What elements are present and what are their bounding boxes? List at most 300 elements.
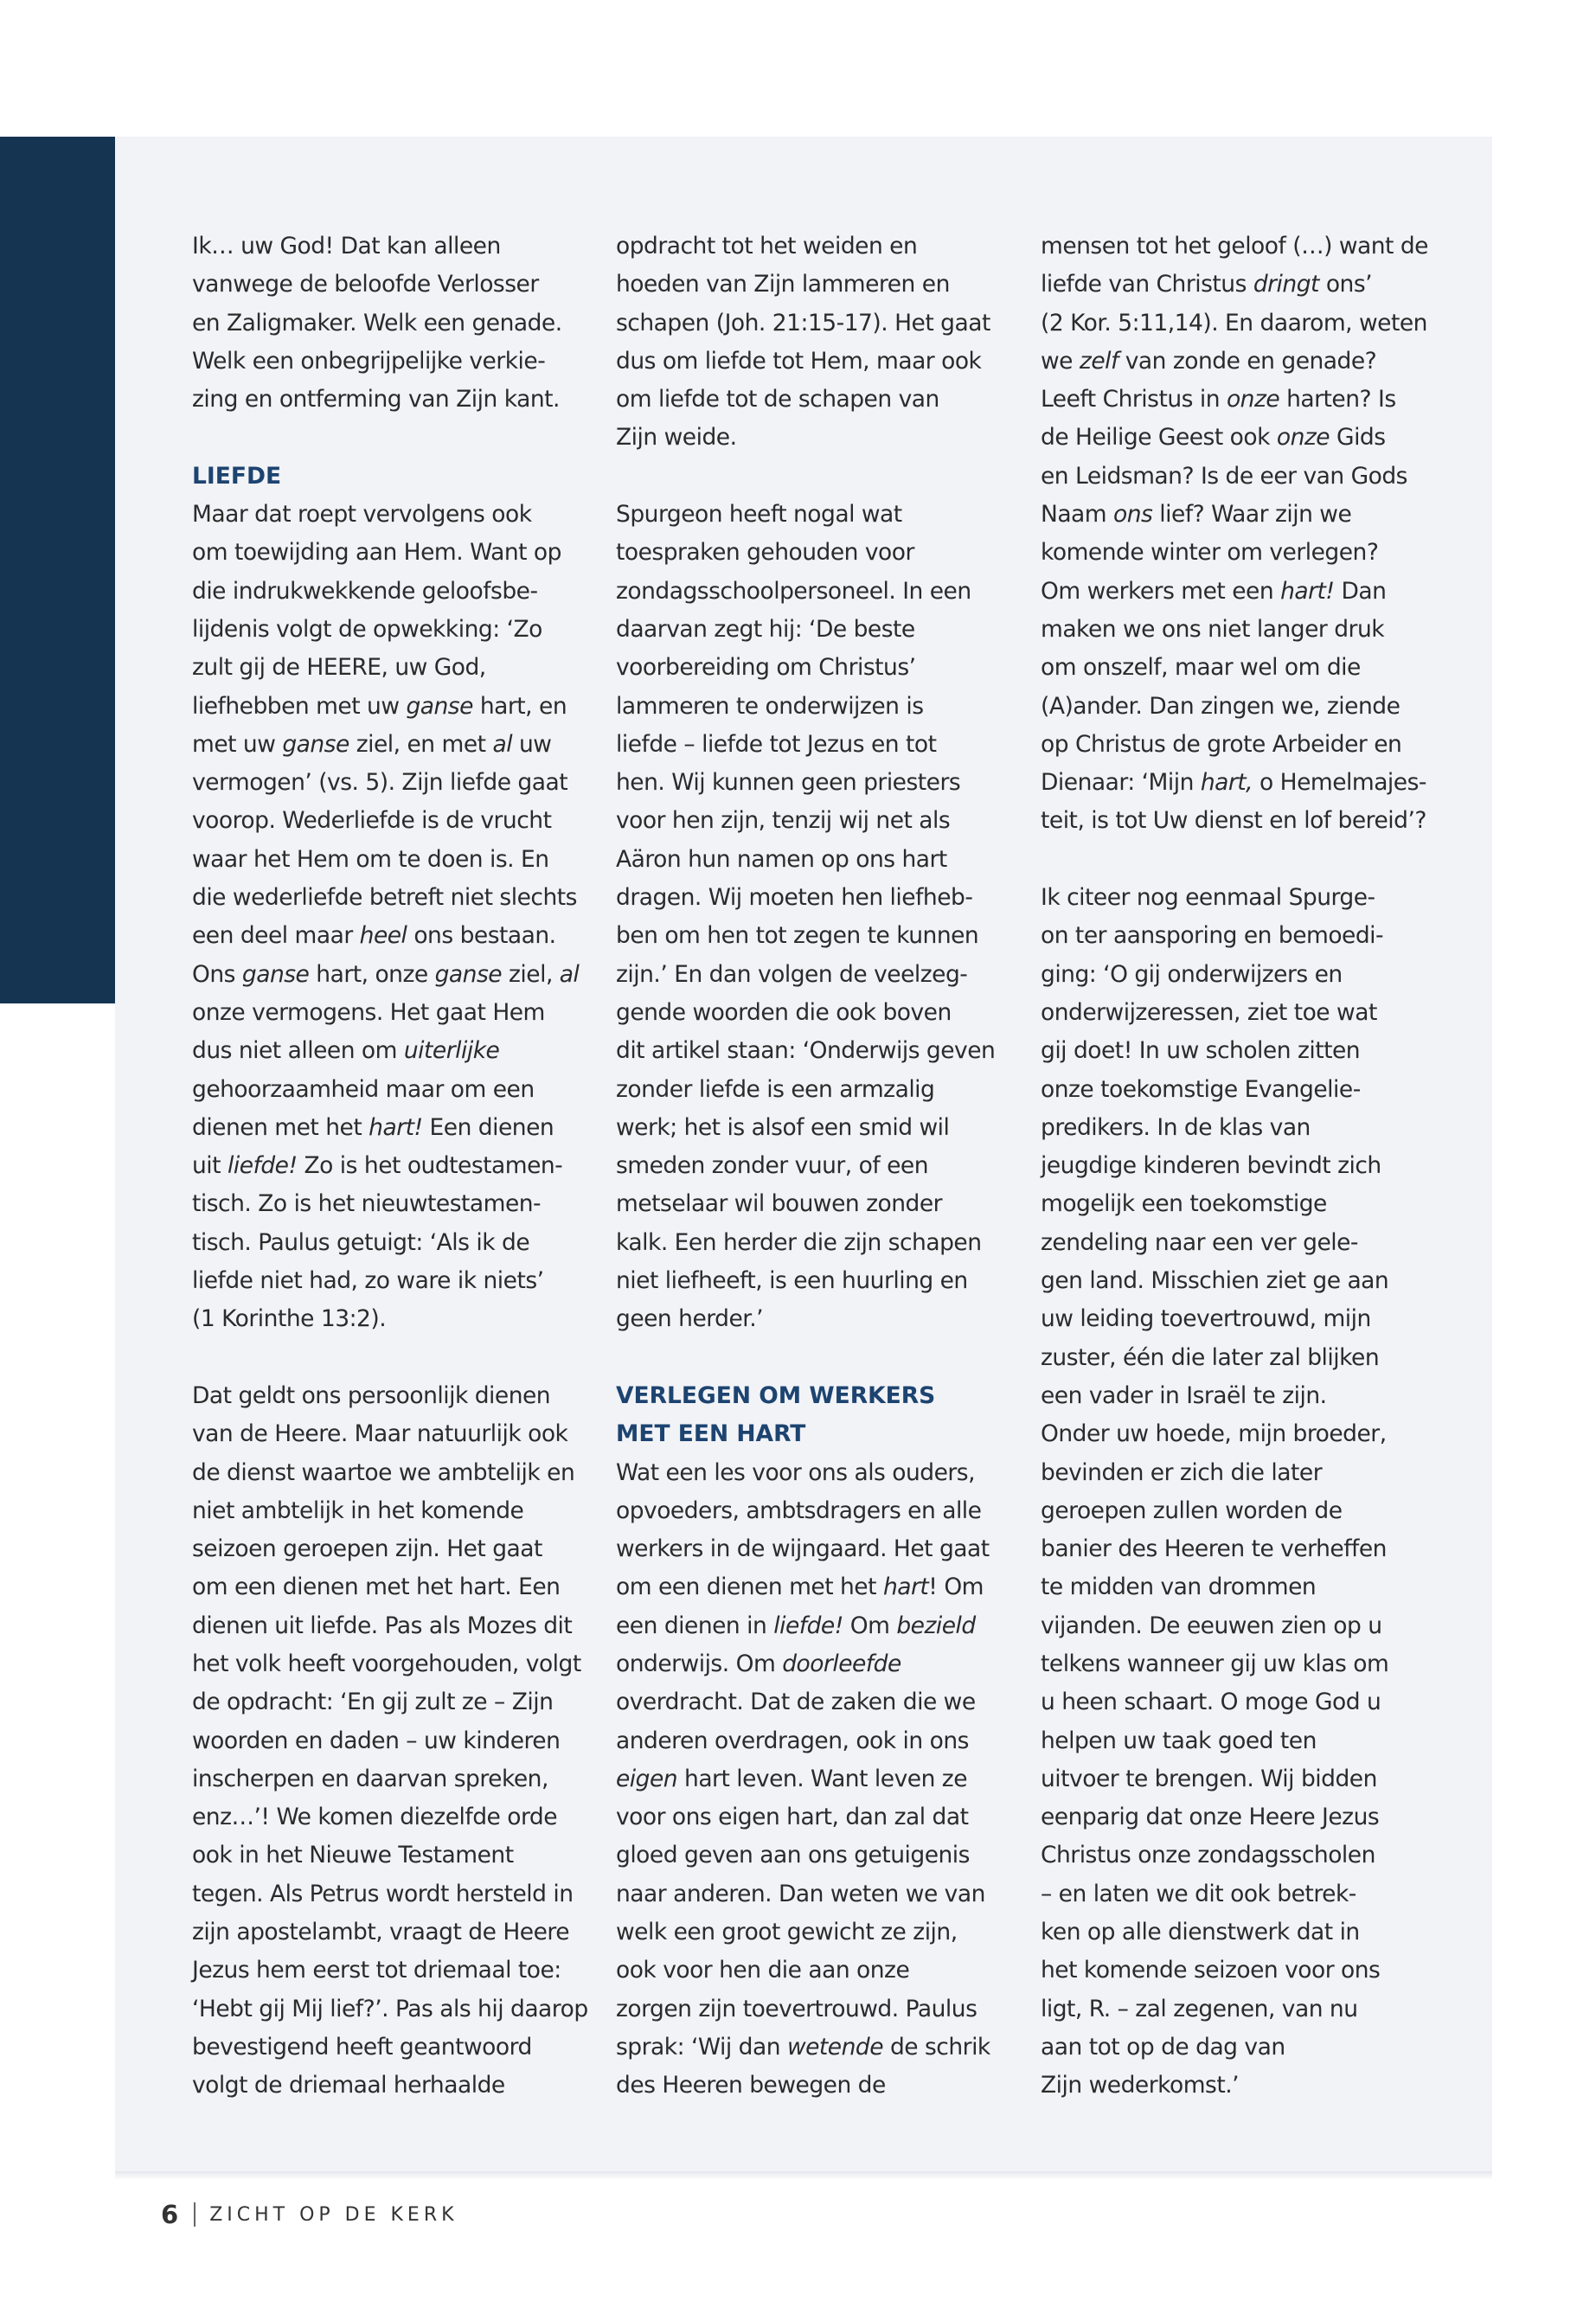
text-segment: telkens wanneer gij uw klas om xyxy=(1041,1650,1389,1677)
article-column-2 xyxy=(616,228,1001,2106)
text-segment: welk een groot gewicht ze zijn, xyxy=(616,1919,958,1946)
text-line xyxy=(616,573,1001,611)
text-line xyxy=(616,688,1001,726)
text-segment: on ter aansporing en bemoedi- xyxy=(1041,922,1384,950)
article-column-1 xyxy=(192,228,588,2106)
text-line xyxy=(192,1990,588,2029)
text-line xyxy=(616,381,1001,419)
text-line xyxy=(1041,917,1426,955)
text-segment: Dan xyxy=(1334,577,1387,605)
text-segment: uit xyxy=(192,1152,228,1180)
text-segment: (1 Korinthe 13:2). xyxy=(192,1305,387,1333)
text-line xyxy=(616,1836,1001,1875)
text-line xyxy=(1041,343,1426,381)
text-segment: ‘Hebt gij Mij lief?’. Pas als hij daarop xyxy=(192,1995,588,2022)
text-segment: om onszelf, maar wel om die xyxy=(1041,654,1361,682)
text-segment: werkers in de wijngaard. Het gaat xyxy=(616,1535,990,1563)
text-segment: dus om liefde tot Hem, maar ook xyxy=(616,347,982,375)
emphasis-text: ganse xyxy=(282,730,349,758)
text-line xyxy=(192,2029,577,2067)
text-line xyxy=(1041,2029,1426,2067)
text-segment: onderwijs. Om xyxy=(616,1650,783,1677)
emphasis-text: ganse xyxy=(434,960,503,988)
text-segment: dus niet alleen om xyxy=(192,1037,404,1065)
text-segment: en Leidsman? Is de eer van Gods xyxy=(1041,462,1407,490)
text-segment: Dienaar: ‘Mijn xyxy=(1041,769,1201,797)
text-line xyxy=(192,994,577,1032)
text-segment: Een dienen xyxy=(422,1113,554,1141)
text-line xyxy=(1041,994,1426,1032)
text-segment: naar anderen. Dan weten we van xyxy=(616,1880,985,1907)
text-segment: voorop. Wederliefde is de vrucht xyxy=(192,807,552,835)
text-line xyxy=(616,343,1001,381)
text-line xyxy=(616,1952,1001,1990)
text-line xyxy=(1041,534,1426,572)
text-line xyxy=(616,2029,1001,2067)
emphasis-text: hart xyxy=(882,1574,929,1601)
text-line xyxy=(1041,802,1426,840)
text-segment: Zijn wederkomst.’ xyxy=(1041,2072,1240,2099)
text-segment: Maar dat roept vervolgens ook xyxy=(192,501,532,529)
text-segment: vanwege de beloofde Verlosser xyxy=(192,271,539,298)
text-line xyxy=(616,1760,1001,1798)
emphasis-text: liefde! xyxy=(773,1612,843,1639)
text-line xyxy=(1041,1760,1426,1798)
text-line xyxy=(192,1952,577,1990)
text-segment: de opdracht: ‘En gij zult ze – Zijn xyxy=(192,1689,554,1716)
accent-sidebar-bar xyxy=(0,137,115,1003)
text-segment: toespraken gehouden voor xyxy=(616,539,914,567)
text-segment: om toewijding aan Hem. Want op xyxy=(192,539,561,567)
text-segment: jeugdige kinderen bevindt zich xyxy=(1041,1152,1381,1180)
text-line xyxy=(616,228,1001,266)
text-line xyxy=(1041,1913,1426,1952)
paragraph-gap xyxy=(192,1339,577,1377)
text-line xyxy=(1041,1185,1426,1223)
text-segment: Ik citeer nog eenmaal Spurge- xyxy=(1041,884,1375,912)
text-line xyxy=(1041,573,1426,611)
text-segment: onderwijzeressen, ziet toe wat xyxy=(1041,998,1377,1026)
emphasis-text: bezield xyxy=(896,1612,976,1639)
text-line xyxy=(192,1071,577,1109)
text-segment: Om xyxy=(843,1612,897,1639)
text-segment: om een dienen met het xyxy=(616,1574,883,1601)
text-segment: inscherpen en daarvan spreken, xyxy=(192,1765,548,1792)
text-segment: helpen uw taak goed ten xyxy=(1041,1727,1317,1754)
text-line xyxy=(1041,649,1426,687)
text-segment: anderen overdragen, ook in ons xyxy=(616,1727,969,1754)
text-line xyxy=(1041,1607,1426,1645)
text-segment: Christus onze zondagsscholen xyxy=(1041,1842,1375,1869)
text-segment: werk; het is alsof een smid wil xyxy=(616,1113,950,1141)
emphasis-text: wetende xyxy=(786,2033,884,2061)
text-segment: mogelijk een toekomstige xyxy=(1041,1190,1327,1218)
text-line xyxy=(1041,1798,1426,1836)
text-segment: hart leven. Want leven ze xyxy=(677,1765,967,1792)
text-line xyxy=(1041,1300,1426,1338)
text-segment: tisch. Zo is het nieuwtestamen- xyxy=(192,1190,542,1218)
text-segment: banier des Heeren te verheffen xyxy=(1041,1535,1387,1563)
text-segment: ons bestaan. xyxy=(407,922,556,950)
text-segment: kalk. Een herder die zijn schapen xyxy=(616,1228,982,1256)
text-segment: liefde van Christus xyxy=(1041,271,1253,298)
text-segment: Gids xyxy=(1330,424,1386,452)
text-segment: gende woorden die ook boven xyxy=(616,998,952,1026)
text-segment: ben om hen tot zegen te kunnen xyxy=(616,922,979,950)
text-segment: uw xyxy=(512,730,552,758)
text-line xyxy=(616,534,1001,572)
text-line xyxy=(192,956,580,994)
panel-shadow xyxy=(115,2171,1492,2180)
text-segment: voor ons eigen hart, dan zal dat xyxy=(616,1804,969,1831)
page-number: 6 xyxy=(161,2200,179,2229)
text-line xyxy=(1041,1530,1426,1568)
text-line xyxy=(192,1454,577,1492)
text-line xyxy=(192,266,577,304)
text-line xyxy=(1041,764,1426,802)
text-segment: niet ambtelijk in het komende xyxy=(192,1497,524,1524)
text-segment: predikers. In de klas van xyxy=(1041,1113,1311,1141)
text-line xyxy=(192,2067,577,2105)
text-line xyxy=(1041,1109,1426,1147)
emphasis-text: zelf xyxy=(1079,347,1118,375)
text-segment: lijdenis volgt de opwekking: ‘Zo xyxy=(192,615,542,643)
text-line xyxy=(192,879,577,917)
text-line xyxy=(616,611,1001,649)
text-line xyxy=(1041,2067,1426,2105)
text-line xyxy=(616,1300,1001,1338)
text-segment: bevinden er zich die later xyxy=(1041,1458,1323,1486)
text-segment: Onder uw hoede, mijn broeder, xyxy=(1041,1420,1387,1448)
text-line xyxy=(1041,1071,1426,1109)
text-line xyxy=(1041,688,1426,726)
text-segment: op Christus de grote Arbeider en xyxy=(1041,730,1402,758)
emphasis-text: hart! xyxy=(1280,577,1335,605)
text-line xyxy=(616,841,1001,879)
text-segment: van de Heere. Maar natuurlijk ook xyxy=(192,1420,568,1448)
text-segment: geen herder.’ xyxy=(616,1305,764,1333)
emphasis-text: ons xyxy=(1113,501,1153,529)
magazine-title: ZICHT OP DE KERK xyxy=(209,2203,458,2226)
text-line xyxy=(192,1645,581,1683)
emphasis-text: al xyxy=(492,730,513,758)
text-segment: zijn.’ En dan volgen de veelzeg- xyxy=(616,960,968,988)
text-line xyxy=(1041,419,1426,457)
text-line xyxy=(192,496,577,534)
text-line xyxy=(616,956,1001,994)
text-segment: het volk heeft voorgehouden, volgt xyxy=(192,1650,581,1677)
text-line xyxy=(192,1607,577,1645)
article-column-3 xyxy=(1041,228,1426,2106)
text-segment: liefde – liefde tot Jezus en tot xyxy=(616,730,937,758)
text-line xyxy=(1041,1568,1426,1606)
text-line xyxy=(192,1147,577,1185)
page-footer xyxy=(161,2197,458,2232)
text-line xyxy=(616,1492,1001,1530)
text-segment: liefde niet had, zo ware ik niets’ xyxy=(192,1267,544,1295)
text-segment: uw leiding toevertrouwd, mijn xyxy=(1041,1305,1371,1333)
text-line xyxy=(616,1454,1001,1492)
text-segment: en Zaligmaker. Welk een genade. xyxy=(192,309,562,336)
text-segment: enz…’! We komen diezelfde orde xyxy=(192,1804,558,1831)
text-segment: ken op alle dienstwerk dat in xyxy=(1041,1919,1360,1946)
emphasis-text: dringt xyxy=(1253,271,1319,298)
text-segment: u heen schaart. O moge God u xyxy=(1041,1689,1381,1716)
text-line xyxy=(616,649,1001,687)
text-line xyxy=(192,534,577,572)
text-segment: lief? Waar zijn we xyxy=(1152,501,1352,529)
text-line xyxy=(192,688,577,726)
text-line xyxy=(192,1300,577,1338)
text-line xyxy=(616,1224,1001,1262)
text-line xyxy=(616,419,1001,457)
text-line xyxy=(1041,304,1426,343)
text-segment: een deel maar xyxy=(192,922,360,950)
text-line xyxy=(616,304,1001,343)
text-segment: hen. Wij kunnen geen priesters xyxy=(616,769,961,797)
text-segment: aan tot op de dag van xyxy=(1041,2033,1285,2061)
text-segment: Om werkers met een xyxy=(1041,577,1281,605)
text-line xyxy=(192,1798,577,1836)
emphasis-text: doorleefde xyxy=(782,1650,901,1677)
text-segment: de schrik xyxy=(883,2033,990,2061)
text-segment: hoeden van Zijn lammeren en xyxy=(616,271,950,298)
text-line xyxy=(192,1224,577,1262)
text-line xyxy=(616,496,1001,534)
footer-separator xyxy=(194,2202,195,2227)
text-line xyxy=(1041,1454,1426,1492)
text-segment: Zo is het oudtestamen- xyxy=(297,1152,563,1180)
paragraph-gap xyxy=(616,458,1001,496)
text-segment: maken we ons niet langer druk xyxy=(1041,615,1385,643)
text-segment: onze toekomstige Evangelie- xyxy=(1041,1075,1361,1103)
text-segment: (2 Kor. 5:11,14). En daarom, weten xyxy=(1041,309,1427,336)
text-segment: overdracht. Dat de zaken die we xyxy=(616,1689,976,1716)
text-segment: dienen met het xyxy=(192,1113,369,1141)
text-segment: zuster, één die later zal blijken xyxy=(1041,1343,1380,1371)
text-segment: Wat een les voor ons als ouders, xyxy=(616,1458,976,1486)
text-segment: woorden en daden – uw kinderen xyxy=(192,1727,561,1754)
text-line xyxy=(616,266,1001,304)
text-line xyxy=(192,611,577,649)
text-line xyxy=(616,1990,1001,2029)
emphasis-text: hart, xyxy=(1200,769,1253,797)
text-line xyxy=(192,1913,577,1952)
text-line xyxy=(616,802,1001,840)
text-line xyxy=(1041,956,1426,994)
text-line xyxy=(1041,1722,1426,1760)
text-line xyxy=(192,1836,577,1875)
text-segment: zondagsschoolpersoneel. In een xyxy=(616,577,971,605)
text-segment: de Heilige Geest ook xyxy=(1041,424,1277,452)
text-segment: Aäron hun namen op ons hart xyxy=(616,845,947,873)
emphasis-text: onze xyxy=(1226,386,1280,413)
text-line xyxy=(1041,1836,1426,1875)
text-line xyxy=(616,1032,1001,1070)
text-line xyxy=(1041,1147,1426,1185)
paragraph-gap xyxy=(192,419,577,457)
text-line xyxy=(192,1722,577,1760)
text-segment: lammeren te onderwijzen is xyxy=(616,692,924,720)
text-segment: seizoen geroepen zijn. Het gaat xyxy=(192,1535,542,1563)
text-segment: Welk een onbegrijpelijke verkie- xyxy=(192,347,546,375)
emphasis-text: al xyxy=(559,960,580,988)
text-line xyxy=(1041,1492,1426,1530)
text-segment: Ons xyxy=(192,960,242,988)
text-segment: volgt de driemaal herhaalde xyxy=(192,2072,505,2099)
text-line xyxy=(616,1147,1001,1185)
text-line xyxy=(192,1568,577,1606)
text-segment: die wederliefde betreft niet slechts xyxy=(192,884,577,912)
text-segment: geroepen zullen worden de xyxy=(1041,1497,1343,1524)
text-segment: niet liefheeft, is een huurling en xyxy=(616,1267,968,1295)
text-segment: bevestigend heeft geantwoord xyxy=(192,2033,532,2061)
text-segment: liefhebben met uw xyxy=(192,692,407,720)
text-line xyxy=(192,1109,577,1147)
text-segment: dienen uit liefde. Pas als Mozes dit xyxy=(192,1612,573,1639)
emphasis-text: ganse xyxy=(406,692,473,720)
text-line xyxy=(616,917,1001,955)
text-segment: van zonde en genade? xyxy=(1118,347,1377,375)
text-segment: tisch. Paulus getuigt: ‘Als ik de xyxy=(192,1228,530,1256)
text-segment: dragen. Wij moeten hen liefheb- xyxy=(616,884,973,912)
text-segment: Dat geldt ons persoonlijk dienen xyxy=(192,1381,551,1409)
text-line xyxy=(192,1683,577,1721)
text-segment: eenparig dat onze Heere Jezus xyxy=(1041,1804,1380,1831)
text-line xyxy=(616,1683,1001,1721)
text-segment: des Heeren bewegen de xyxy=(616,2072,886,2099)
text-line xyxy=(192,802,577,840)
emphasis-text: onze xyxy=(1276,424,1330,452)
text-segment: gloed geven aan ons getuigenis xyxy=(616,1842,970,1869)
text-line xyxy=(192,304,577,343)
text-segment: om liefde tot de schapen van xyxy=(616,386,939,413)
text-segment: zult gij de HEERE, uw God, xyxy=(192,654,486,682)
text-segment: ook in het Nieuwe Testament xyxy=(192,1842,514,1869)
text-segment: waar het Hem om te doen is. En xyxy=(192,845,549,873)
text-segment: voor hen zijn, tenzij wij net als xyxy=(616,807,951,835)
text-segment: het komende seizoen voor ons xyxy=(1041,1957,1381,1984)
text-line xyxy=(192,228,577,266)
text-segment: dit artikel staan: ‘Onderwijs geven xyxy=(616,1037,996,1065)
text-line xyxy=(192,1530,577,1568)
text-line xyxy=(192,1760,577,1798)
text-line xyxy=(192,1492,577,1530)
section-heading: VERLEGEN OM WERKERS xyxy=(616,1381,936,1409)
text-line xyxy=(1041,381,1426,419)
emphasis-text: eigen xyxy=(616,1765,678,1792)
text-segment: zorgen zijn toevertrouwd. Paulus xyxy=(616,1995,977,2022)
text-line xyxy=(1041,1683,1426,1721)
text-line xyxy=(616,1262,1001,1300)
text-line xyxy=(616,1109,1001,1147)
text-segment: zonder liefde is een armzalig xyxy=(616,1075,935,1103)
text-segment: vermogen’ (vs. 5). Zijn liefde gaat xyxy=(192,769,568,797)
text-line xyxy=(1041,496,1426,534)
text-segment: tegen. Als Petrus wordt hersteld in xyxy=(192,1880,574,1907)
paragraph-gap xyxy=(616,1339,1001,1377)
text-segment: o Hemelmajes- xyxy=(1253,769,1426,797)
text-segment: Naam xyxy=(1041,501,1114,529)
text-segment: een vader in Israël te zijn. xyxy=(1041,1381,1327,1409)
emphasis-text: heel xyxy=(359,922,407,950)
text-line xyxy=(1041,458,1426,496)
text-line xyxy=(616,1568,1001,1606)
text-line xyxy=(1041,1224,1426,1262)
text-line xyxy=(192,381,577,419)
text-line xyxy=(616,994,1001,1032)
text-segment: zendeling naar een ver gele- xyxy=(1041,1228,1358,1256)
text-segment: vijanden. De eeuwen zien op u xyxy=(1041,1612,1382,1639)
text-segment: Jezus hem eerst tot driemaal toe: xyxy=(192,1957,561,1984)
text-segment: – en laten we dit ook betrek- xyxy=(1041,1880,1356,1907)
text-line xyxy=(616,1722,1001,1760)
text-segment: hart, en xyxy=(472,692,567,720)
text-segment: ! Om xyxy=(928,1574,984,1601)
section-heading: LIEFDE xyxy=(192,462,282,490)
text-segment: die indrukwekkende geloofsbe- xyxy=(192,577,538,605)
text-segment: gij doet! In uw scholen zitten xyxy=(1041,1037,1361,1065)
text-line xyxy=(192,1415,577,1453)
text-segment: ons’ xyxy=(1318,271,1373,298)
text-segment: met uw xyxy=(192,730,283,758)
text-segment: harten? Is xyxy=(1279,386,1396,413)
text-segment: ook voor hen die aan onze xyxy=(616,1957,910,1984)
text-segment: onze vermogens. Het gaat Hem xyxy=(192,998,545,1026)
text-line xyxy=(1041,1339,1426,1377)
text-line xyxy=(616,1913,1001,1952)
text-segment: we xyxy=(1041,347,1080,375)
emphasis-text: hart! xyxy=(369,1113,423,1141)
text-line xyxy=(1041,879,1426,917)
text-segment: hart, onze xyxy=(309,960,435,988)
emphasis-text: uiterlijke xyxy=(403,1037,500,1065)
text-line xyxy=(192,841,577,879)
text-segment: Ik… uw God! Dat kan alleen xyxy=(192,233,501,260)
text-segment: ging: ‘O gij onderwijzers en xyxy=(1041,960,1343,988)
emphasis-text: liefde! xyxy=(227,1152,298,1180)
text-line xyxy=(1041,726,1426,764)
text-line xyxy=(192,1262,577,1300)
text-line xyxy=(616,726,1001,764)
text-segment: zing en ontferming van Zijn kant. xyxy=(192,386,560,413)
text-segment: ziel, xyxy=(502,960,560,988)
text-segment: Spurgeon heeft nogal wat xyxy=(616,501,902,529)
text-segment: schapen (Joh. 21:15-17). Het gaat xyxy=(616,309,990,336)
text-line xyxy=(616,2067,1001,2105)
text-line xyxy=(1041,266,1426,304)
text-line xyxy=(1041,1990,1426,2029)
text-segment: opvoeders, ambtsdragers en alle xyxy=(616,1497,982,1524)
text-line xyxy=(192,764,577,802)
text-line xyxy=(616,1645,1001,1683)
text-segment: een dienen in xyxy=(616,1612,774,1639)
text-line xyxy=(192,1377,577,1415)
text-line xyxy=(192,1185,577,1223)
text-line xyxy=(1041,1262,1426,1300)
text-segment: mensen tot het geloof (…) want de xyxy=(1041,233,1428,260)
text-line xyxy=(192,726,577,764)
text-segment: (A)ander. Dan zingen we, ziende xyxy=(1041,692,1401,720)
text-segment: sprak: ‘Wij dan xyxy=(616,2033,787,2061)
text-line xyxy=(616,1185,1001,1223)
text-line xyxy=(192,649,577,687)
section-heading: MET EEN HART xyxy=(616,1420,806,1448)
text-line xyxy=(616,1530,1001,1568)
text-segment: voorbereiding om Christus’ xyxy=(616,654,916,682)
text-segment: uitvoer te brengen. Wij bidden xyxy=(1041,1765,1377,1792)
text-segment: opdracht tot het weiden en xyxy=(616,233,918,260)
